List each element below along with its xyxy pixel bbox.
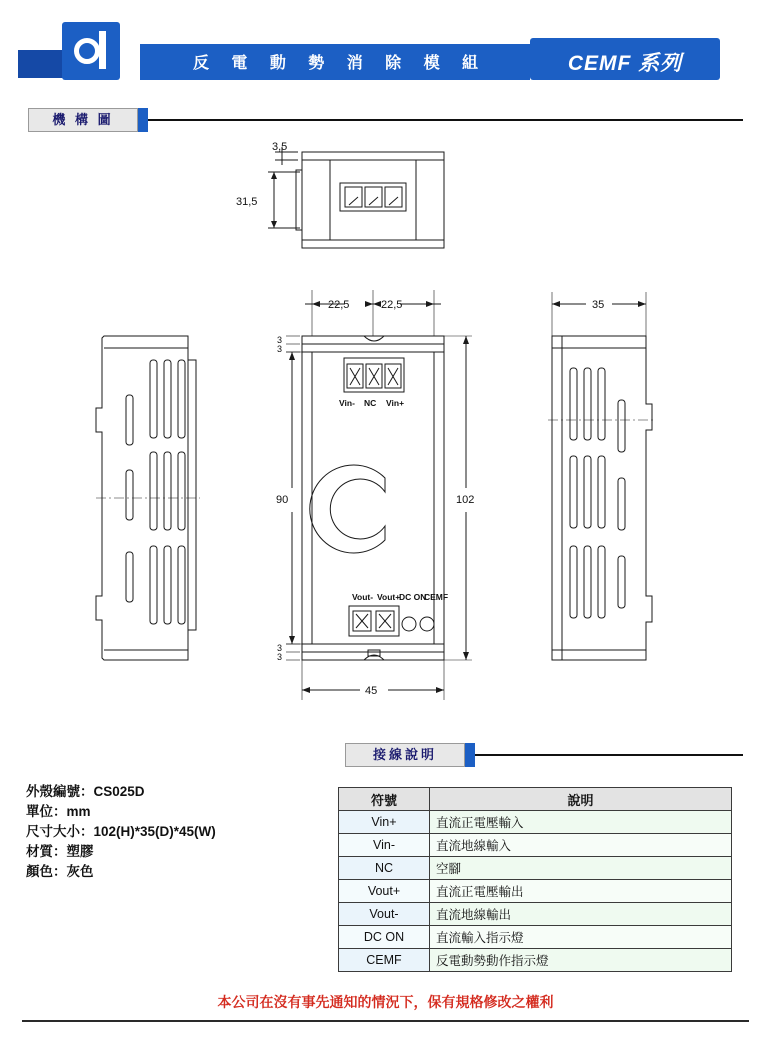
table-row [339,880,732,903]
spec-line-case-number: 外殼編號：CS025D [26,784,145,799]
row-symbol: Vout- [339,903,430,926]
table-row [339,926,732,949]
row-symbol: DC ON [339,926,430,949]
table-header-symbol: 符號 [339,788,430,811]
spec-list [26,782,326,882]
table-row [339,857,732,880]
row-symbol: CEMF [339,949,430,972]
dim-tab-bottom-2: 3 [277,652,283,662]
dim-side-width: 35 [592,299,605,311]
row-symbol: NC [339,857,430,880]
dim-top-height: 31,5 [236,196,258,208]
dim-tab-top-1: 3 [277,335,283,345]
section-tab-mechanical-label: 機 構 圖 [52,112,114,127]
row-description: 反電動勢動作指示燈 [430,949,732,972]
page-title: 反 電 動 勢 消 除 模 組 [192,55,488,72]
terminal-label-nc: NC [364,398,377,408]
table-header-row [339,788,732,811]
terminal-label-vout-minus: Vout- [352,592,374,602]
row-description: 直流地線輸入 [430,834,732,857]
dim-tab-bottom-1: 3 [277,643,283,653]
row-description: 直流地線輸出 [430,903,732,926]
row-description: 空腳 [430,857,732,880]
spec-line-size: 尺寸大小：102(H)*35(D)*45(W) [26,824,216,839]
footer-note: 本公司在沒有事先通知的情況下，保有規格修改之權利 [217,994,554,1010]
spec-line-color: 顏色：灰色 [26,864,94,879]
table-row [339,903,732,926]
terminal-label-vin-plus: Vin+ [386,398,405,408]
terminal-label-vin-minus: Vin- [339,398,355,408]
section-tab-mechanical-rule [148,119,743,121]
dim-body-height: 90 [276,494,289,506]
section-tab-mechanical [28,108,138,132]
row-symbol: Vin- [339,834,430,857]
spec-line-unit: 單位：mm [26,804,91,819]
indicator-label-dc-on: DC ON [399,592,427,602]
series-label: CEMF 系列 [567,52,683,75]
wiring-table [338,787,732,972]
row-description: 直流正電壓輸出 [430,880,732,903]
table-header-description: 說明 [430,788,732,811]
row-symbol: Vout+ [339,880,430,903]
dim-tab-top-2: 3 [277,344,283,354]
row-description: 直流正電壓輸入 [430,811,732,834]
spec-line-material: 材質：塑膠 [26,844,94,859]
dim-front-half-right: 22,5 [381,299,403,311]
logo-d-glyph [74,31,110,71]
section-tab-mechanical-accent [138,108,148,132]
page-header [0,0,771,92]
section-tab-wiring-rule [475,754,743,756]
table-row [339,811,732,834]
section-tab-wiring-accent [465,743,475,767]
section-tab-wiring [345,743,465,767]
row-symbol: Vin+ [339,811,430,834]
table-row [339,834,732,857]
dim-front-half-left: 22,5 [328,299,350,311]
indicator-label-cemf: CEMF [424,592,449,602]
terminal-label-vout-plus: Vout+ [377,592,401,602]
footer-divider [22,1020,749,1022]
table-row [339,949,732,972]
section-tab-wiring-label: 接線說明 [372,747,437,762]
row-description: 直流輸入指示燈 [430,926,732,949]
dim-total-height: 102 [456,494,475,506]
dim-top-thickness: 3,5 [272,141,288,153]
dim-total-width: 45 [365,685,378,697]
